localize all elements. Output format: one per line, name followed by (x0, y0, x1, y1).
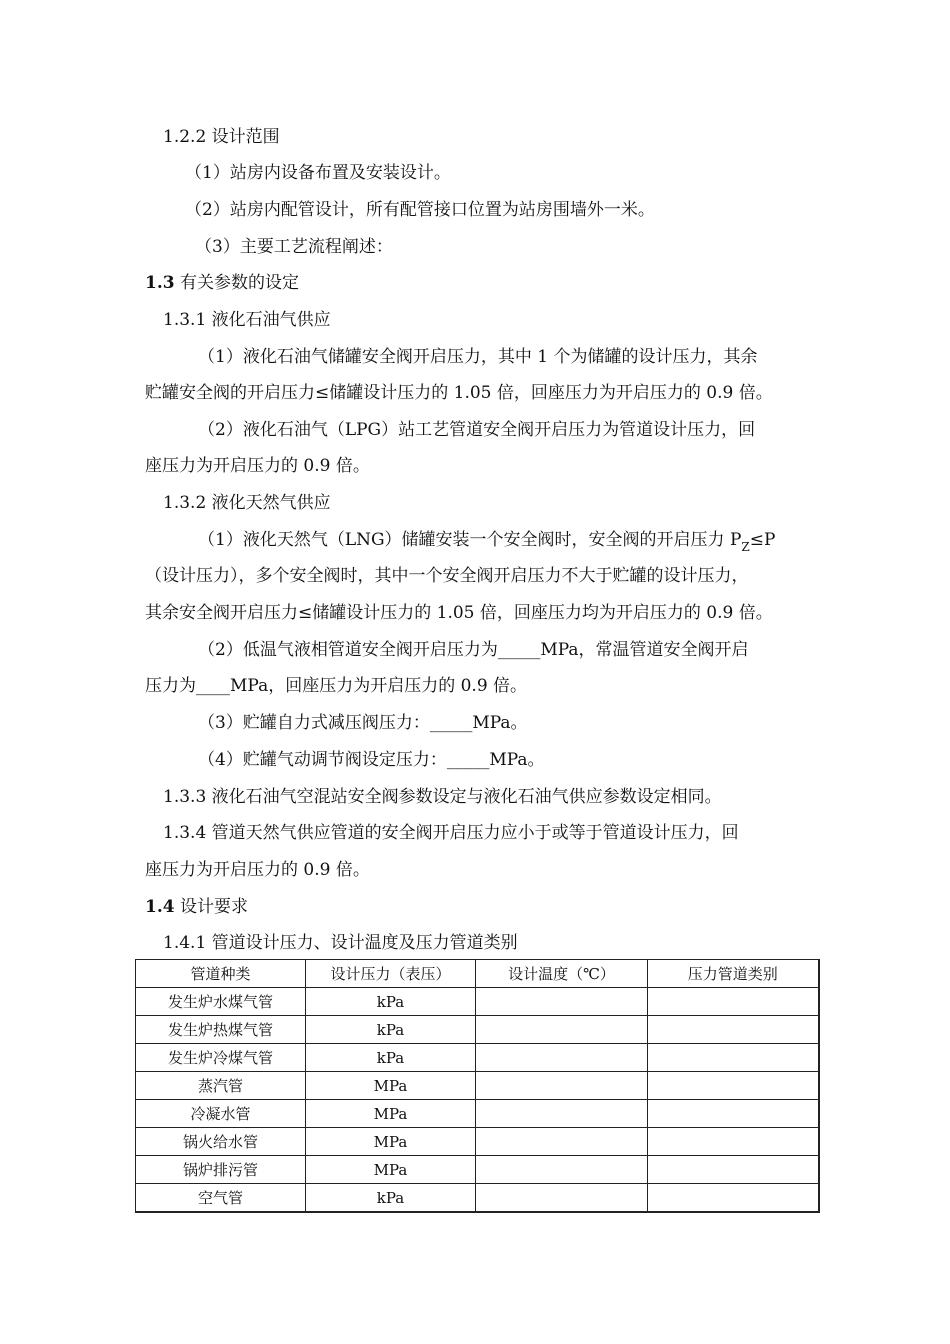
column-header: 设计温度（℃） (476, 960, 648, 988)
heading-1-3-2: 1.3.2 液化天然气供应 (163, 493, 331, 513)
paragraph: （2）液化石油气（LPG）站工艺管道安全阀开启压力为管道设计压力，回 (198, 420, 756, 440)
paragraph: 座压力为开启压力的 0.9 倍。 (145, 860, 370, 880)
table-cell (476, 1016, 648, 1044)
table-cell (648, 1016, 819, 1044)
table-cell (476, 1184, 648, 1213)
table-cell (476, 988, 648, 1016)
table-cell: 发生炉水煤气管 (136, 988, 306, 1016)
table-cell (648, 988, 819, 1016)
paragraph: （2）低温气液相管道安全阀开启压力为_____MPa，常温管道安全阀开启 (198, 640, 749, 660)
table-cell: kPa (306, 1016, 476, 1044)
text-run: （1）液化天然气（LNG）储罐安装一个安全阀时，安全阀的开启压力 P (198, 530, 742, 550)
table-cell: 锅炉排污管 (136, 1156, 306, 1184)
table-cell (648, 1184, 819, 1213)
paragraph: （3）贮罐自力式减压阀压力：_____MPa。 (198, 713, 528, 733)
heading-1-3-3: 1.3.3 液化石油气空混站安全阀参数设定与液化石油气供应参数设定相同。 (163, 787, 722, 807)
table-cell: kPa (306, 988, 476, 1016)
paragraph: （1）站房内设备布置及安装设计。 (185, 163, 451, 183)
heading-1-3-4: 1.3.4 管道天然气供应管道的安全阀开启压力应小于或等于管道设计压力，回 (163, 823, 739, 843)
table-cell: 发生炉热煤气管 (136, 1016, 306, 1044)
section-title: 有关参数的设定 (174, 273, 299, 293)
table-row (136, 1184, 819, 1213)
table-cell: MPa (306, 1128, 476, 1156)
heading-1-3-1: 1.3.1 液化石油气供应 (163, 310, 331, 330)
paragraph: （2）站房内配管设计，所有配管接口位置为站房围墙外一米。 (185, 200, 655, 220)
paragraph: （4）贮罐气动调节阀设定压力：_____MPa。 (198, 750, 545, 770)
table-cell (648, 1128, 819, 1156)
table-cell: 锅火给水管 (136, 1128, 306, 1156)
section-title: 设计要求 (174, 897, 248, 917)
table-row (136, 1044, 819, 1072)
text-run: ≤P (749, 530, 776, 550)
table-cell (476, 1100, 648, 1128)
table-cell (476, 1156, 648, 1184)
table-cell (476, 1128, 648, 1156)
paragraph: 贮罐安全阀的开启压力≤储罐设计压力的 1.05 倍，回座压力为开启压力的 0.9 倍。 (145, 383, 773, 403)
table-row (136, 1016, 819, 1044)
column-header: 压力管道类别 (648, 960, 819, 988)
paragraph (0, 529, 950, 558)
table-cell (648, 1044, 819, 1072)
table-cell: kPa (306, 1044, 476, 1072)
table-cell: MPa (306, 1156, 476, 1184)
pipe-design-table (135, 959, 820, 1213)
table-cell: 冷凝水管 (136, 1100, 306, 1128)
section-number: 1.3 (145, 273, 175, 293)
table-cell: MPa (306, 1100, 476, 1128)
table-cell (476, 1044, 648, 1072)
table-row (136, 988, 819, 1016)
table-header-row (136, 960, 819, 988)
section-number: 1.4 (145, 897, 175, 917)
table-cell: 蒸汽管 (136, 1072, 306, 1100)
column-header: 管道种类 (136, 960, 306, 988)
table-cell (648, 1156, 819, 1184)
table-cell (476, 1072, 648, 1100)
subscript: Z (741, 540, 750, 554)
heading-1-3 (0, 272, 950, 294)
paragraph: （1）液化石油气储罐安全阀开启压力，其中 1 个为储罐的设计压力，其余 (198, 347, 758, 367)
table-cell: kPa (306, 1184, 476, 1213)
table-cell: MPa (306, 1072, 476, 1100)
heading-1-4-1: 1.4.1 管道设计压力、设计温度及压力管道类别 (163, 933, 518, 953)
table-row (136, 1100, 819, 1128)
paragraph: 座压力为开启压力的 0.9 倍。 (145, 456, 370, 476)
column-header: 设计压力（表压） (306, 960, 476, 988)
paragraph: （3）主要工艺流程阐述： (195, 237, 393, 257)
table-cell: 空气管 (136, 1184, 306, 1213)
table-cell (648, 1100, 819, 1128)
table-row (136, 1128, 819, 1156)
paragraph: 压力为____MPa，回座压力为开启压力的 0.9 倍。 (145, 676, 528, 696)
table-cell: 发生炉冷煤气管 (136, 1044, 306, 1072)
paragraph: （设计压力），多个安全阀时，其中一个安全阀开启压力不大于贮罐的设计压力， (145, 566, 749, 586)
heading-1-4 (0, 896, 950, 918)
table-row (136, 1156, 819, 1184)
table-row (136, 1072, 819, 1100)
paragraph: 其余安全阀开启压力≤储罐设计压力的 1.05 倍，回座压力均为开启压力的 0.9 倍。 (145, 603, 773, 623)
table-cell (648, 1072, 819, 1100)
heading-1-2-2: 1.2.2 设计范围 (163, 127, 280, 147)
